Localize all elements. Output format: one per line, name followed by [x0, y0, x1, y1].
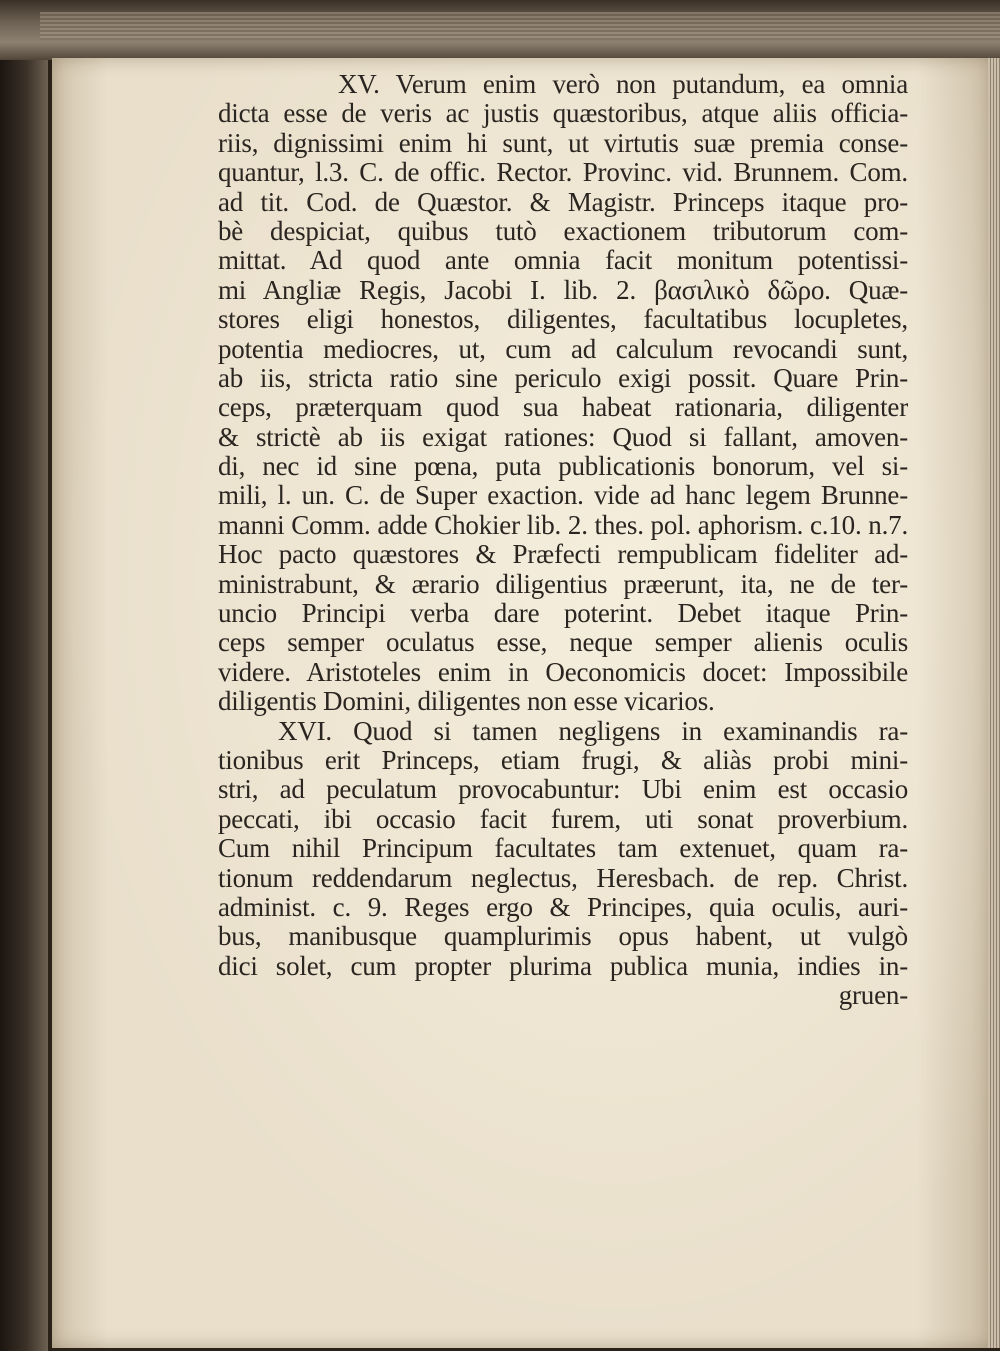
text-line: & strictè ab iis exigat rationes: Quod si fallant, amoven-: [218, 422, 908, 452]
text-line: quantur, l.3. C. de offic. Rector. Provinc. vid. Brunnem. Com.: [218, 158, 908, 188]
catchword: gruen-: [838, 981, 908, 1011]
text-line: tionum reddendarum neglectus, Heresbach. de rep. Christ.: [218, 863, 908, 893]
page-fore-edge: [988, 58, 1000, 1348]
page-text-block: [218, 70, 908, 1011]
text-line: XV. Verum enim verò non putandum, ea omnia: [338, 70, 908, 99]
text-line: tionibus erit Princeps, etiam frugi, & aliàs probi mini-: [218, 745, 908, 775]
text-line: peccati, ibi occasio facit furem, uti sonat proverbium.: [218, 804, 908, 834]
text-line: administ. c. 9. Reges ergo & Principes, quia oculis, auri-: [218, 892, 908, 922]
text-line: diligentis Domini, diligentes non esse vicarios.: [218, 687, 715, 717]
text-line: bus, manibusque quamplurimis opus habent, ut vulgò: [218, 922, 908, 952]
text-line: manni Comm. adde Chokier lib. 2. thes. pol. aphorism. c.10. n.7.: [218, 510, 908, 540]
text-line: ceps semper oculatus esse, neque semper alienis oculis: [218, 628, 908, 658]
text-line: stores eligi honestos, diligentes, facultatibus locupletes,: [218, 305, 908, 335]
text-line: riis, dignissimi enim hi sunt, ut virtutis suæ premia conse-: [218, 128, 908, 158]
text-line: potentia mediocres, ut, cum ad calculum revocandi sunt,: [218, 334, 908, 364]
text-line: ministrabunt, & ærario diligentius præerunt, ita, ne de ter-: [218, 569, 908, 599]
text-line: ab iis, stricta ratio sine periculo exigi possit. Quare Prin-: [218, 363, 908, 393]
text-line: Cum nihil Principum facultates tam extenuet, quam ra-: [218, 834, 908, 864]
text-line: ad tit. Cod. de Quæstor. & Magistr. Princeps itaque pro-: [218, 187, 908, 217]
text-line: stri, ad peculatum provocabuntur: Ubi enim est occasio: [218, 775, 908, 805]
text-line: mittat. Ad quod ante omnia facit monitum potentissi-: [218, 246, 908, 276]
text-line: mi Angliæ Regis, Jacobi I. lib. 2. βασιλικὸ δῶρο. Quæ-: [218, 275, 908, 305]
text-line: uncio Principi verba dare poterint. Debet itaque Prin-: [218, 599, 908, 629]
text-line: mili, l. un. C. de Super exaction. vide ad hanc legem Brunne-: [218, 481, 908, 511]
text-line: XVI. Quod si tamen negligens in examinandis ra-: [278, 716, 908, 746]
text-line: dici solet, cum propter plurima publica munia, indies in-: [218, 951, 908, 981]
text-line: Hoc pacto quæstores & Præfecti rempublicam fideliter ad-: [218, 540, 908, 570]
text-line: ceps, præterquam quod sua habeat rationaria, diligenter: [218, 393, 908, 423]
book-spine-shadow: [0, 0, 48, 1351]
text-line: dicta esse de veris ac justis quæstoribus, atque aliis officia-: [218, 99, 908, 129]
text-line: di, nec id sine pœna, puta publicationis bonorum, vel si-: [218, 452, 908, 482]
book-binding-edge: [0, 0, 1000, 60]
text-line: bè despiciat, quibus tutò exactionem tributorum com-: [218, 216, 908, 246]
text-line: videre. Aristoteles enim in Oeconomicis docet: Impossibile: [218, 657, 908, 687]
